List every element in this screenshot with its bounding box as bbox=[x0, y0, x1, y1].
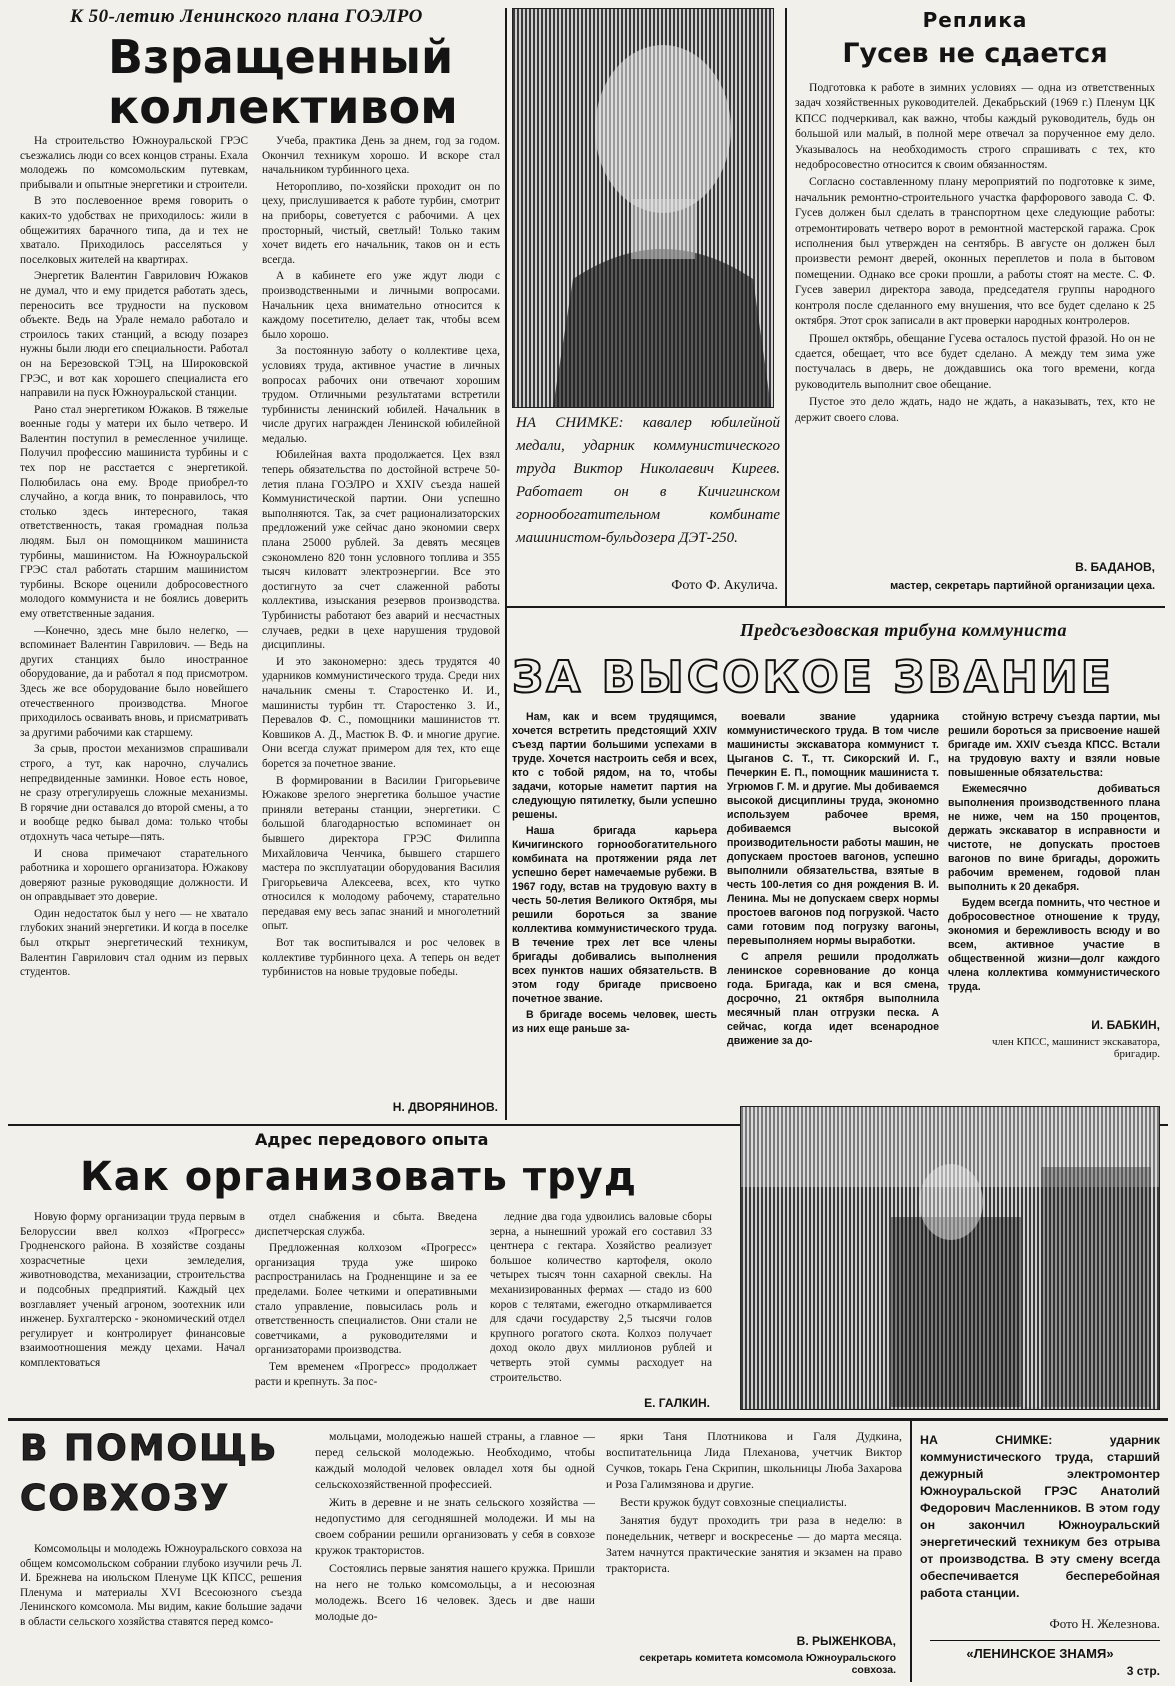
article-signature-role: секретарь комитета комсомола Южноуральского совхоза. bbox=[639, 1652, 896, 1676]
article-column-1 bbox=[20, 1210, 245, 1415]
article-column-2 bbox=[262, 134, 500, 1096]
rubric-kicker: Адрес передового опыта bbox=[255, 1130, 489, 1149]
paragraph: Состоялись первые занятия нашего кружка. Пришли на него не только комсомольцы, а и несоюзная молодежь. Всего 16 человек. Здесь и две наши молодые до- bbox=[315, 1561, 595, 1623]
photo-credit: Фото Н. Железнова. bbox=[1049, 1616, 1160, 1631]
paragraph: Рано стал энергетиком Южаков. В тяжелые военные годы у матери их было четверо. И Валентин поступил в ремесленное училище. Получил профессию машиниста турбины и с тех пор не расстается с энергетикой. Полюбилась она ему. Вроде приобрел-то случайно, а когда вник, то понравилось, что столько здесь интересного, такая ответственность, такая громадная польза людям. Был он помощником машиниста турбины, машинистом. На Южноуральской ГРЭС стал работать старшим машинистом турбины. Вскоре оценили добросовестного молодого коммуниста и не боялись доверить ему ответственные задания. bbox=[20, 403, 248, 620]
article-title: Как организовать труд bbox=[80, 1154, 638, 1200]
rubric-kicker: Предсъездовская трибуна коммуниста bbox=[740, 620, 1068, 640]
paragraph: За постоянную заботу о коллективе цеха, условиях труда, активное участие в личных вопросах рабочих они отвечают хорошим трудом. Отличными результатами встретили турбинисты ленинский юбилей. Начальник в числе других награжден Ленинской юбилейной медалью. bbox=[262, 345, 500, 445]
photo-credit: Фото Ф. Акулича. bbox=[671, 578, 778, 593]
page-number: 3 стр. bbox=[1126, 1664, 1160, 1678]
paragraph: ярки Таня Плотникова и Галя Дудкина, воспитательница Лида Плеханова, учетчик Виктор Сучков, токарь Гена Скрипин, школьницы Люба Захарова и Роза Галимзянова и другие. bbox=[606, 1429, 902, 1491]
article-signature: Е. ГАЛКИН. bbox=[644, 1396, 710, 1410]
paragraph: Вот так воспитывался и рос человек в коллективе турбинного цеха. А теперь он ведет турбинистов на новые трудовые победы. bbox=[262, 937, 500, 979]
section-rule bbox=[8, 1418, 1168, 1421]
paragraph: И снова примечают старательного работника и хорошего организатора. Южакову доверяют разные руководящие должности. И он оправдывает это доверие. bbox=[20, 847, 248, 904]
article-signature: В. БАДАНОВ, bbox=[1075, 560, 1155, 574]
article-column-1 bbox=[512, 710, 717, 1122]
paragraph: Учеба, практика День за днем, год за годом. Окончил техникум хорошо. И вскоре стал начальником турбинного цеха. bbox=[262, 135, 500, 177]
paragraph: Наша бригада карьера Кичигинского горнообогатительного комбината на протяжении ряда лет успешно берет намечаемые рубежи. В 1967 году, встав на трудовую вахту в честь 50-летия Великого Октября, мы решили бороться за звание коллектива коммунистического труда. В течение трех лет все члены бригады добивались выполнения всех пунктов наших обязательств. В этом году бригаде присвоено почетное звание. bbox=[512, 825, 717, 1005]
rubric-kicker: Реплика bbox=[922, 8, 1028, 32]
article-column-1 bbox=[20, 1542, 302, 1682]
photo-scene bbox=[741, 1107, 1159, 1409]
paragraph: Энергетик Валентин Гаврилович Южаков не думал, что и ему придется работать здесь, переносить все трудности на пусковом объекте. Ведь на Урале немало работало и строилось таких станций, а всюду позарез нужны были люди его специальности. Работал он на Березовской ТЭЦ, на Широковской ГРЭС, и вот как хорошего специалиста его направили на пуск Южноуральской станции. bbox=[20, 270, 248, 400]
article-signature-role: член КПСС, машинист экскаватора, бригадир. bbox=[991, 1036, 1160, 1060]
paragraph: Будем всегда помнить, что честное и добросовестное отношение к труду, экономия и бережливость всюду и во всем, активное участие в общественной жизни—долг каждого члена коллектива коммунистического труда. bbox=[948, 897, 1160, 993]
article-column-2 bbox=[315, 1428, 595, 1682]
article-body bbox=[795, 80, 1155, 556]
article-title-line1: В ПОМОЩЬ bbox=[20, 1428, 279, 1469]
article-column-3 bbox=[606, 1428, 902, 1633]
paragraph: Один недостаток был у него — не хватало глубоких знаний энергетики. И когда в поселке был открыт энергетический техникум, Валентин Гаврилович стал одним из первых студентов. bbox=[20, 907, 248, 979]
portrait-photo bbox=[512, 8, 774, 408]
article-column-1 bbox=[20, 134, 248, 1119]
photo-electrician bbox=[740, 1106, 1160, 1410]
paragraph: С апреля решили продолжать ленинское соревнование до конца года. Бригада, как и вся смена, досрочно, 21 октября выполнила месячный план отгрузки песка. А сейчас, когда идет всенародное движение за до- bbox=[727, 951, 939, 1047]
paragraph: На строительство Южноуральской ГРЭС съезжались люди со всех концов страны. Ехала молодежь по комсомольским путевкам, прибывали и опытные энергетики и строители. bbox=[20, 135, 248, 191]
column-rule bbox=[910, 1420, 912, 1682]
paragraph: Подготовка к работе в зимних условиях — одна из ответственных задач хозяйственных руководителей. Декабрьский (1969 г.) Пленум ЦК КПСС подчеркивал, как важно, чтобы каждый руководитель, будь он большой или малый, в полной мере отвечал за порученное ему дело. Указывалось на необходимость строго спрашивать с тех, кто недобросовестно относится к своим обязанностям. bbox=[795, 81, 1155, 172]
portrait-silhouette bbox=[513, 9, 773, 407]
paragraph: Тем временем «Прогресс» продолжает расти и крепнуть. За пос- bbox=[255, 1360, 477, 1388]
paragraph: Вести кружок будут совхозные специалисты. bbox=[620, 1495, 847, 1509]
paragraph: Нам, как и всем трудящимся, хочется встретить предстоящий XXIV съезд партии большими успехами в труде. Хочется настроить себя и всех, кто с тобой рядом, на то, чтобы задачи, которые наметит партия на следующую пятилетку, были успешно решены. bbox=[512, 711, 717, 821]
paragraph: Ежемесячно добиваться выполнения производственного плана не ниже, чем на 150 процентов, держать экскаватор в исправности и чистоте, не допускать простоев вагонов по вине бригады, дорожить рабочим временем, годовой план выполнить к 20 декабря. bbox=[948, 783, 1160, 893]
article-signature: В. РЫЖЕНКОВА, bbox=[796, 1634, 896, 1648]
paragraph: Комсомольцы и молодежь Южноуральского совхоза на общем комсомольском собрании глубоко изучили речь Л. И. Брежнева на июльском Пленуме ЦК КПСС, решения Пленума и материалы XVI Всесоюзного съезда Ленинского комсомола. Мы видим, какие большие задачи в области сельского хозяйства ставятся перед комсо- bbox=[20, 1543, 302, 1628]
article-column-2 bbox=[727, 710, 939, 1122]
paragraph: Предложенная колхозом «Прогресс» организация труда уже широко распространилась на Гродненщине и за ее пределами. Более четкими и оперативными стало управление, повысилась роль и ответственность специалистов. Они стали не советчиками, а руководителями и организаторами производства. bbox=[255, 1242, 477, 1357]
paragraph: Пустое это дело ждать, надо не ждать, а наказывать, тех, кто не держит своего слова. bbox=[795, 395, 1155, 424]
paragraph: Новую форму организации труда первым в Белоруссии ввел колхоз «Прогресс» Гродненского района. В хозяйстве созданы хозрасчетные цехи земледелия, животноводства, механизации, строительства и подсобных предприятий. Каждый цех возглавляет ученый агроном, зоотехник или инженер. Бухгалтерско - экономический отдел регулирует и контролирует финансовые взаимоотношения между цехами. Начал комплектоваться bbox=[20, 1211, 245, 1369]
paragraph: Согласно составленному плану мероприятий по подготовке к зиме, начальник ремонтно-строительного участка фарфорового завода С. Ф. Гусев должен был сделать в транспортном цехе следующие работы: отремонтировать четверо ворот в ремонтной мастерской гаража. Срок исполнения был утвержден на сентябрь. В августе он должен был произвести ремонт дверей, оконных переплетов и пола в бытовом помещении. Однако все сроки прошли, а работы стоят на месте. С. Ф. Гусев заверил директора завода, председателя группы народного контроля после сделанного ему внушения, что все будет сделано к 25 октября. Этот срок записали в акт проверки народных контролеров. bbox=[795, 175, 1155, 328]
paragraph: И это закономерно: здесь трудятся 40 ударников коммунистического труда. Среди них начальник смены т. Старостенко И. И., машинисты турбин тт. Старостенко З. И., Перевалов Ф. С., помощники машинистов тт. Ковшиков А. Д., Мастюк В. Ф. и многие другие. Они всегда служат примером для тех, кто еще борется за почетное звание. bbox=[262, 655, 500, 770]
article-signature: И. БАБКИН, bbox=[1091, 1018, 1160, 1032]
paragraph: воевали звание ударника коммунистического труда. В том числе машинисты экскаватора коммунист т. Цыганов С. Т., тт. Сикорский И. Г., Печеркин Е. П., помощник машиниста т. Угрюмов Г. М. и другие. Мы добиваемся высокой дисциплины труда, экономно используем рабочее время, добиваемся высокой производительности работы машин, не допускаем простоев вагонов, успешно выполнили обязательства, взятые в честь 100-летия со дня рождения В. И. Ленина. Мы не допускаем сверх нормы простоев вагонов под погрузкой. Часто сами готовим под погрузку вагоны, перевыполняем нормы выработки. bbox=[727, 711, 939, 947]
article-title-line2: СОВХОЗУ bbox=[20, 1478, 231, 1519]
paragraph: —Конечно, здесь мне было нелегко, — вспоминает Валентин Гаврилович. — Ведь на других станциях было иностранное оборудование, да и работал я под присмотром. Здесь же все оборудование было новейшего отечественного производства. Многое приходилось осваивать вновь, и присматривать за другими рабочими как старшему. bbox=[20, 624, 248, 739]
article-kicker: К 50-летию Ленинского плана ГОЭЛРО bbox=[70, 6, 423, 27]
column-rule bbox=[785, 8, 787, 608]
paragraph: За срыв, простои механизмов спрашивали строго, а тут, как нарочно, случались непредвиденные заминки. Новое есть новое, не сразу отрегулируешь сложные механизмы. В горячие дни оставался до второй смены, а то и вообще редко бывал дома: только чтобы отдохнуть часа четыре—пять. bbox=[20, 743, 248, 843]
article-signature-role: мастер, секретарь партийной организации цеха. bbox=[890, 580, 1155, 592]
article-signature: Н. ДВОРЯНИНОВ. bbox=[392, 1100, 498, 1114]
paragraph: Прошел октябрь, обещание Гусева осталось пустой фразой. Но он не сдается, обещает, что все будет сделано. А между тем зима уже постучалась в дверь, не дождавшись ока того времени, когда руководитель выполнит свое обещание. bbox=[795, 331, 1155, 391]
article-title-line1: Взращенный bbox=[108, 30, 454, 84]
footer-rule bbox=[930, 1640, 1160, 1641]
paragraph: стойную встречу съезда партии, мы решили бороться за присвоение нашей бригаде им. XXIV съезда КПСС. Встали на трудовую вахту и взяли новые повышенные обязательства: bbox=[948, 711, 1160, 779]
column-rule bbox=[505, 8, 507, 1120]
section-rule bbox=[505, 606, 1165, 608]
photo-caption: НА СНИМКЕ: ударник коммунистического труда, старший дежурный электромонтер Южноуральской ГРЭС Анатолий Федорович Масленников. В этом году он закончил Южноуральский энергетический техникум без отрыва от производства. В эту смену всегда обеспечивается бесперебойная работа станции. bbox=[920, 1433, 1160, 1600]
article-column-2 bbox=[255, 1210, 477, 1415]
article-title-line2: коллективом bbox=[108, 80, 458, 134]
article-column-3 bbox=[490, 1210, 712, 1395]
paragraph: В формировании в Василии Григорьевиче Южакове зрелого энергетика большое участие приняли ветераны станции, энергетики. С большой благодарностью вспоминает он бывшего директора ГРЭС Филиппа Михайловича Ченчика, бывшего старшего мастера по эксплуатации оборудования Василия Григорьевича Алексеева, всех, кто чутко относился к молодому рабочему, старательно передавая ему весь запас знаний и многолетний опыт. bbox=[262, 774, 500, 933]
paragraph: Неторопливо, по-хозяйски проходит он по цеху, прислушивается к работе турбин, смотрит на приборы, советуется с рабочими. А цех просторный, чистый, светлый! Только таким хочет видеть его начальник, таков он и есть всегда. bbox=[262, 180, 500, 266]
paragraph: А в кабинете его уже ждут люди с производственными и личными вопросами. Начальник цеха внимательно относится к каждому посетителю, делает так, чтобы всем было хорошо. bbox=[262, 270, 500, 341]
newspaper-name: «ЛЕНИНСКОЕ ЗНАМЯ» bbox=[966, 1646, 1114, 1661]
paragraph: Жить в деревне и не знать сельского хозяйства — недопустимо для сегодняшней молодежи. И мы на своем собрании решили организовать у себя в совхозе кружок трактористов. bbox=[315, 1495, 595, 1557]
paragraph: В это послевоенное время говорить о каких-то удобствах не приходилось: жили в общежитиях барачного типа, да и тех не хватало. Приходилось расселяться у поселковых жителей на квартирах. bbox=[20, 195, 248, 266]
paragraph: В бригаде восемь человек, шесть из них еще раньше за- bbox=[512, 1009, 717, 1035]
article-column-3 bbox=[948, 710, 1160, 1010]
paragraph: ледние два года удвоились валовые сборы зерна, а нынешний урожай его составил 33 центнера с гектара. Хозяйство реализует большое количество картофеля, около четырех тысяч тонн сахарной свеклы. На механизированных фермах — стадо из 600 коров с телятами, ежегодно откармливается для сдачи государству 2,5 тысячи голов крупного рогатого скота. Колхоз получает доход около двух миллионов рублей и четверть этой суммы расходует на строительство. bbox=[490, 1211, 712, 1384]
paragraph: Юбилейная вахта продолжается. Цех взял теперь обязательства по достойной встрече 50-летия плана ГОЭЛРО и XXIV съезда нашей Коммунистической партии. Они успешно выполняются. Так, за счет рационализаторских предложений уже сейчас дано экономии сверх плана 25000 рублей. За девять месяцев сэкономлено 820 тонн условного топлива и 355 тысяч киловатт электроэнергии. Все это достигнуто за счет слаженной работы коллектива, изыскания резервов производства. Турбинисты работают без аварий и несчастных случаев, редки в цехе нарушения трудовой дисциплины. bbox=[262, 449, 500, 652]
paragraph: отдел снабжения и сбыта. Введена диспетчерская служба. bbox=[255, 1211, 477, 1238]
article-title: Гусев не сдается bbox=[842, 38, 1108, 69]
paragraph: Занятия будут проходить три раза в неделю: в понедельник, четверг и воскресенье — до марта месяца. Затем начнутся практические занятия и экзамен на право тракториста. bbox=[606, 1513, 902, 1575]
paragraph: мольцами, молодежью нашей страны, а главное — перед сельской молодежью. Необходимо, чтобы каждый молодой человек овладел хотя бы одной сельскохозяйственной профессией. bbox=[315, 1429, 595, 1491]
article-title: ЗА ВЫСОКОЕ ЗВАНИЕ bbox=[512, 652, 1114, 703]
photo-caption: НА СНИМКЕ: кавалер юбилейной медали, ударник коммунистического труда Виктор Николаевич Киреев. Работает он в Кичигинском горнообогатительном комбинате машинистом-бульдозера ДЭТ-250. bbox=[516, 415, 780, 546]
